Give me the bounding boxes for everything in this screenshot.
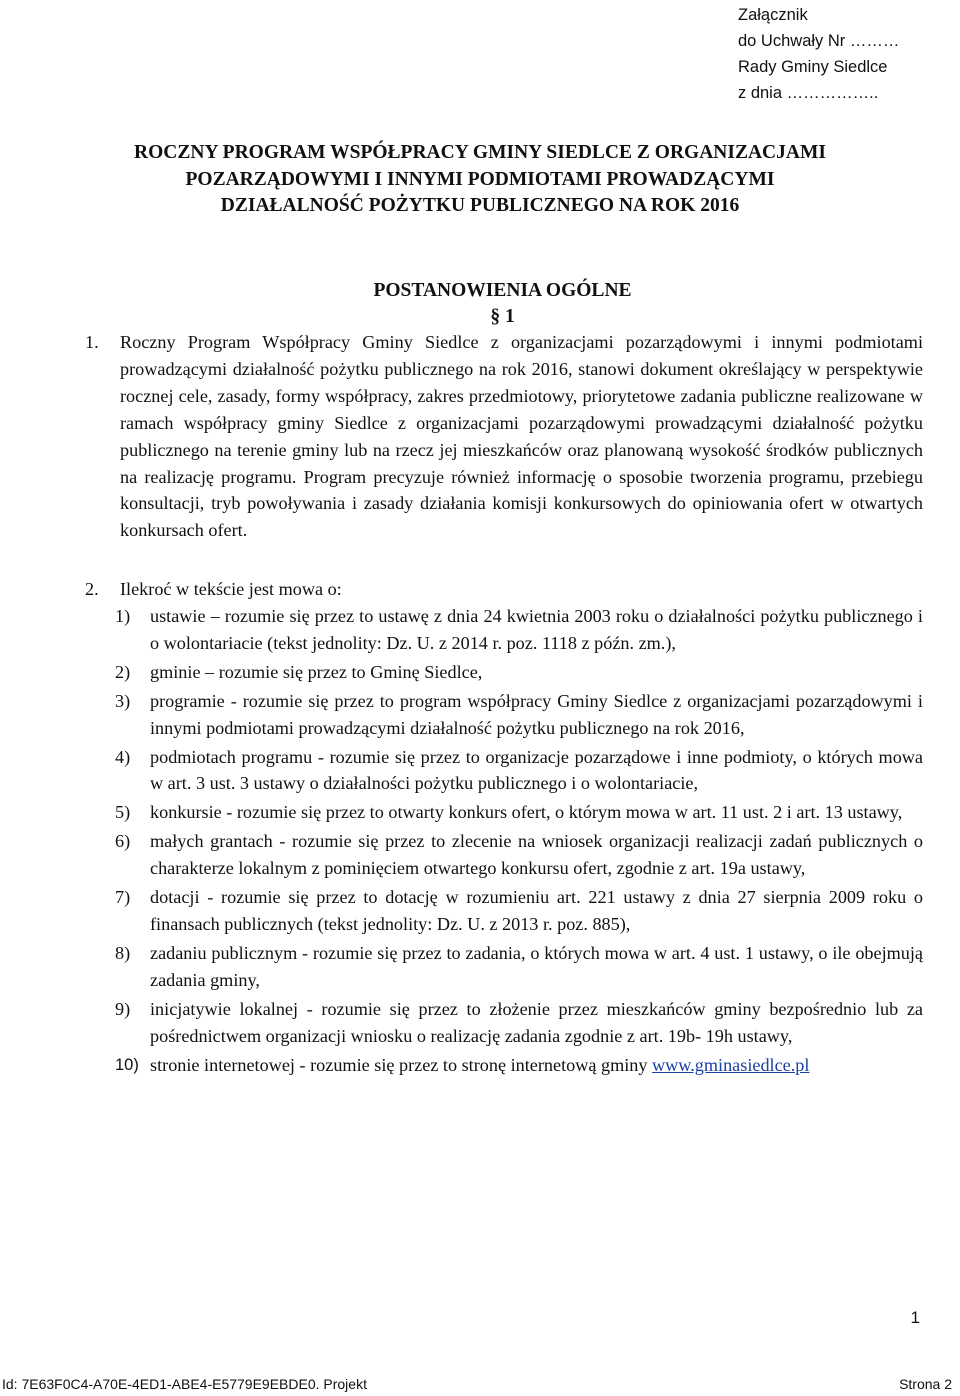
- title-line: DZIAŁALNOŚĆ POŻYTKU PUBLICZNEGO NA ROK 2016: [220, 195, 740, 216]
- definition-number: 6): [115, 831, 131, 852]
- footer-page-label: Strona 2: [899, 1376, 952, 1392]
- definition-item: [115, 1052, 923, 1079]
- paragraph-number: 2.: [85, 579, 99, 599]
- definition-item: [115, 884, 923, 938]
- attachment-line: z dnia ……………..: [738, 84, 879, 102]
- title-line: POZARZĄDOWYMI I INNYMI PODMIOTAMI PROWADZĄCYMI: [185, 168, 775, 190]
- paragraph-1: [85, 329, 923, 544]
- definition-text-body: stronie internetowej - rozumie się przez to stronę internetową gminy: [150, 1054, 648, 1075]
- definition-text: dotacji - rozumie się przez to dotację w rozumieniu art. 221 ustawy z dnia 27 sierpnia 2009 roku o finansach publicznych (tekst jednolity: Dz. U. z 2013 r. poz. 885),: [150, 887, 923, 934]
- definition-item: [115, 688, 923, 742]
- definition-text: konkursie - rozumie się przez to otwarty konkurs ofert, o którym mowa w art. 11 ust. 2 i art. 13 ustawy,: [150, 802, 903, 823]
- paragraph-number: 1.: [85, 332, 99, 352]
- definition-number: 8): [115, 942, 131, 963]
- definition-item: [115, 799, 923, 826]
- definition-text: podmiotach programu - rozumie się przez to organizacje pozarządowe i inne podmioty, o których mowa w art. 3 ust. 3 ustawy o działalności pożytku publicznego i o wolontariacie,: [150, 746, 923, 794]
- definition-item: [115, 940, 923, 994]
- website-link[interactable]: www.gminasiedlce.pl: [652, 1054, 810, 1075]
- attachment-note: [738, 2, 899, 106]
- definition-item: [115, 659, 923, 686]
- section-heading: POSTANOWIENIA OGÓLNE: [373, 280, 632, 301]
- definition-item: [115, 828, 923, 882]
- definition-text: ustawie – rozumie się przez to ustawę z dnia 24 kwietnia 2003 roku o działalności pożytku publicznego i o wolontariacie (tekst jednolity: Dz. U. z 2014 r. poz. 1118 z późn. zm.),: [150, 606, 923, 653]
- definition-number: 7): [115, 887, 131, 908]
- definition-text: zadaniu publicznym - rozumie się przez to zadania, o których mowa w art. 4 ust. 1 ustawy, o ile obejmują zadania gminy,: [150, 942, 923, 990]
- definition-item: [115, 996, 923, 1050]
- definition-text: gminie – rozumie się przez to Gminę Siedlce,: [150, 661, 483, 682]
- paragraph-sign: § 1: [490, 306, 515, 327]
- definition-text: małych grantach - rozumie się przez to zlecenie na wniosek organizacji realizacji zadań publicznych o charakterze lokalnym z pominięciem otwartego konkursu ofert, zgodnie z art. 19a ustawy,: [150, 831, 923, 879]
- definition-number: 3): [115, 690, 131, 711]
- definition-number: 10): [115, 1055, 139, 1074]
- attachment-line: Załącznik: [738, 6, 808, 24]
- title-line: ROCZNY PROGRAM WSPÓŁPRACY GMINY SIEDLCE Z ORGANIZACJAMI: [134, 142, 826, 163]
- document-title: [60, 140, 900, 220]
- page-number: 1: [910, 1308, 920, 1327]
- definition-number: 5): [115, 802, 131, 823]
- definition-number: 9): [115, 998, 131, 1019]
- definition-number: 1): [115, 606, 131, 626]
- footer-document-id: Id: 7E63F0C4-A70E-4ED1-ABE4-E5779E9EBDE0. Projekt: [2, 1376, 367, 1392]
- paragraph-text: Roczny Program Współpracy Gminy Siedlce z organizacjami pozarządowymi i innymi podmiotami prowadzącymi działalność pożytku publicznego na rok 2016, stanowi dokument określający w perspektywie rocznej cele, zasady, formy współpracy, zakres przedmiotowy, priorytetowe zadania publiczne realizowane w ramach współpracy gminy Siedlce z organizacjami pozarządowymi prowadzącymi działalność pożytku publicznego na terenie gminy lub na rzecz jej mieszkańców oraz planowaną wysokość środków publicznych na realizację programu. Program precyzuje również informację o sposobie tworzenia programu, przebiegu konsultacji, tryb powoływania i zasady działania komisji konkursowych do opiniowania ofert w otwartych konkursach ofert.: [120, 332, 923, 541]
- definition-text: inicjatywie lokalnej - rozumie się przez to złożenie przez mieszkańców gminy bezpośrednio lub za pośrednictwem organizacji wniosku o realizację zadania zgodnie z art. 19b- 19h ustawy,: [150, 998, 923, 1046]
- definition-text: programie - rozumie się przez to program współpracy Gminy Siedlce z organizacjami pozarządowymi i innymi podmiotami prowadzącymi działalność pożytku publicznego na rok 2016,: [150, 690, 923, 738]
- paragraph-2: [85, 576, 923, 603]
- attachment-line: do Uchwały Nr ………: [738, 32, 900, 50]
- definition-item: [115, 744, 923, 798]
- definition-item: [115, 603, 923, 657]
- attachment-line: Rady Gminy Siedlce: [738, 58, 888, 76]
- definition-number: 4): [115, 746, 131, 767]
- definition-text: [150, 1052, 923, 1079]
- definitions-list: [115, 603, 923, 1080]
- definition-number: 2): [115, 661, 131, 682]
- paragraph-text: Ilekroć w tekście jest mowa o:: [120, 579, 342, 599]
